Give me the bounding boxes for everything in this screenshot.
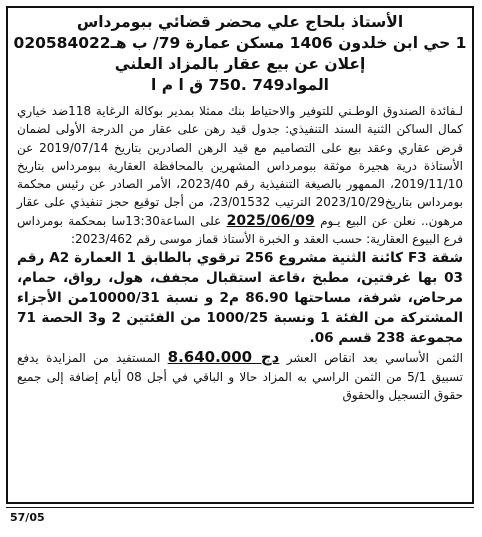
bailiff-address: 1 حي ابن خلدون 1406 مسكن عمارة 79/ ب هـ020584022	[13, 34, 467, 52]
price-amount: 8.640.000 دج	[167, 348, 280, 367]
publication-ref: 57/05	[10, 511, 45, 524]
legal-notice	[6, 6, 474, 504]
price-paragraph	[17, 348, 463, 404]
notice-paragraph	[17, 102, 463, 248]
case-details: لـفائدة الصندوق الوطـني للتوفير والاحتياط بنك ممثلا بمدير بوكالة الرغاية 118ضد خياري كمال الساكن الثنية السند التنفيذي: جدول قيد رهن على عقار من الدرجة الأولى لضمان قرض عقاري وعقد بيع على التصاميم مع قيد الرهن الصادرين بتاريخ 2019/07/14 عن الأستاذة درية هجيرة موثقة ببومرداس المشهرين بالمحافظة العقارية ببومرداس بتاريخ 2019/11/10، الممهور بالصيغة التنفيذية رقم 2023/40، الأمر الصادر عن رئيس محكمة بومرداس بتاريخ2023/10/29 الترتيب 23/01532، من أجل توقيع حجز تنفيذي على عقار مرهون.. نعلن عن البيع يـوم	[17, 104, 464, 228]
legal-articles: المواد749 .750 ق ا م ا	[151, 76, 329, 94]
notice-body	[8, 96, 472, 404]
notice-title: إعلان عن بيع عقار بالمزاد العلني	[114, 55, 366, 73]
notice-header	[8, 8, 472, 96]
footer-divider	[6, 507, 474, 508]
price-intro: الثمن الأساسي بعد انقاص العشر	[286, 351, 464, 366]
property-description: شقة F3 كائنة الثنية مشروع 256 ترقوي بالطابق 1 العمارة A2 رقم 03 بها غرفتين، مطبخ ،قاعة استقبال مجفف، هول، رواق، حمام، مرحاض، شرفة، مساحتها 86.90 م2 و نسبة 10000/31من الأجزاء المشتركة من الفئة 1 ونسبة 1000/25 من الفئتين 2 و3 الحصة 71 مجموعة 238 قسم 06.	[17, 250, 463, 347]
price-conditions: المستفيد من المزايدة يدفع تسبيق 5/1 من الثمن الراسي به المزاد حالا و الباقي في أجل 08 أيام إضافة إلى جميع حقوق التسجيل والحقوق	[17, 351, 463, 402]
sale-date: 2025/06/09	[226, 212, 315, 229]
sale-location: على الساعة13:30سا بمحكمة بومرداس فرع البيوع العقارية: حسب العقد و الخبرة الأستاذ قماز موسى رقم 2023/462:	[17, 213, 463, 247]
bailiff-name: الأستاذ بلحاج علي محضر قضائي ببومرداس	[76, 13, 404, 31]
